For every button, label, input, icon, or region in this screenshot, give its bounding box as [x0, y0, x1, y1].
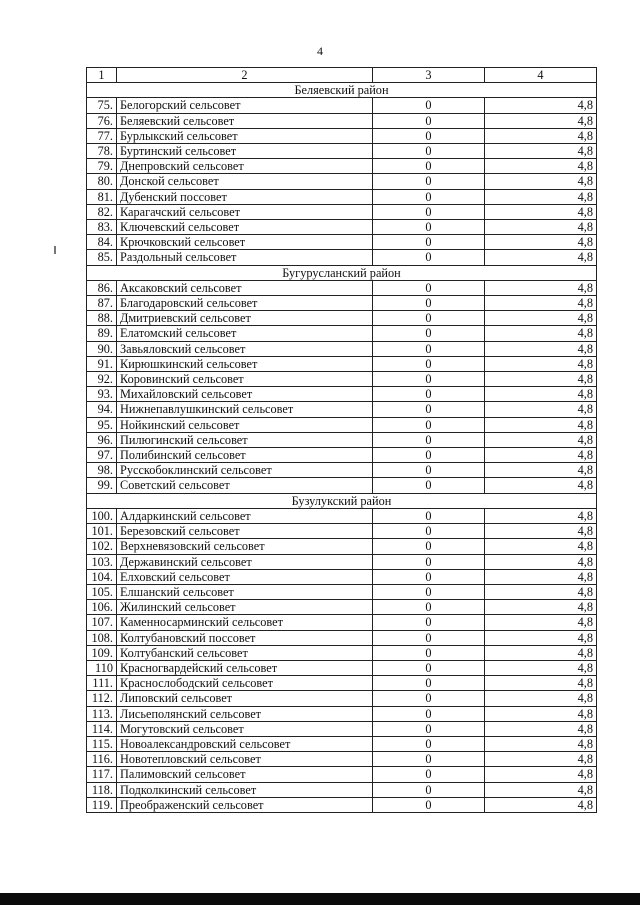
row-value-4: 4,8	[485, 539, 597, 554]
table-row	[87, 645, 597, 660]
row-value-3: 0	[373, 296, 485, 311]
row-value-4: 4,8	[485, 417, 597, 432]
table-row	[87, 782, 597, 797]
row-name: Михайловский сельсовет	[117, 387, 373, 402]
table-row	[87, 341, 597, 356]
table-row	[87, 402, 597, 417]
group-row	[87, 83, 597, 98]
row-name: Новоалександровский сельсовет	[117, 736, 373, 751]
row-name: Новотепловский сельсовет	[117, 752, 373, 767]
scan-border	[0, 893, 640, 905]
row-value-3: 0	[373, 189, 485, 204]
table-row	[87, 159, 597, 174]
row-value-4: 4,8	[485, 144, 597, 159]
row-name: Крючковский сельсовет	[117, 235, 373, 250]
row-name: Дмитриевский сельсовет	[117, 311, 373, 326]
row-value-3: 0	[373, 402, 485, 417]
table-row	[87, 478, 597, 493]
table-row	[87, 220, 597, 235]
table-row	[87, 660, 597, 675]
row-value-4: 4,8	[485, 706, 597, 721]
row-number: 85.	[87, 250, 117, 265]
row-value-3: 0	[373, 478, 485, 493]
row-value-3: 0	[373, 600, 485, 615]
row-value-3: 0	[373, 448, 485, 463]
row-number: 103.	[87, 554, 117, 569]
row-name: Днепровский сельсовет	[117, 159, 373, 174]
row-value-4: 4,8	[485, 615, 597, 630]
row-value-4: 4,8	[485, 432, 597, 447]
table-row	[87, 417, 597, 432]
row-value-3: 0	[373, 615, 485, 630]
row-value-4: 4,8	[485, 220, 597, 235]
table-row	[87, 250, 597, 265]
header-cell-2: 2	[117, 68, 373, 83]
table-row	[87, 432, 597, 447]
row-value-3: 0	[373, 432, 485, 447]
row-name: Завьяловский сельсовет	[117, 341, 373, 356]
table-row	[87, 630, 597, 645]
row-name: Нойкинский сельсовет	[117, 417, 373, 432]
page-number: 4	[317, 44, 323, 58]
row-name: Колтубанский сельсовет	[117, 645, 373, 660]
row-number: 108.	[87, 630, 117, 645]
row-number: 76.	[87, 113, 117, 128]
row-value-3: 0	[373, 691, 485, 706]
row-value-3: 0	[373, 554, 485, 569]
group-title: Бугурусланский район	[87, 265, 597, 280]
row-value-4: 4,8	[485, 736, 597, 751]
row-value-3: 0	[373, 250, 485, 265]
row-number: 81.	[87, 189, 117, 204]
row-name: Березовский сельсовет	[117, 524, 373, 539]
row-name: Карагачский сельсовет	[117, 204, 373, 219]
table-body	[87, 68, 597, 813]
header-cell-3: 3	[373, 68, 485, 83]
row-value-3: 0	[373, 280, 485, 295]
row-number: 90.	[87, 341, 117, 356]
table-row	[87, 600, 597, 615]
row-value-3: 0	[373, 645, 485, 660]
row-value-3: 0	[373, 539, 485, 554]
row-number: 87.	[87, 296, 117, 311]
table-row	[87, 584, 597, 599]
table-row	[87, 235, 597, 250]
row-name: Русскобоклинский сельсовет	[117, 463, 373, 478]
table-row	[87, 554, 597, 569]
data-table	[86, 67, 597, 813]
table-row	[87, 387, 597, 402]
row-value-3: 0	[373, 159, 485, 174]
table-row	[87, 736, 597, 751]
row-value-4: 4,8	[485, 372, 597, 387]
table-row	[87, 204, 597, 219]
table-row	[87, 615, 597, 630]
row-value-3: 0	[373, 98, 485, 113]
group-row	[87, 493, 597, 508]
scan-mark	[54, 246, 56, 254]
row-number: 88.	[87, 311, 117, 326]
row-number: 116.	[87, 752, 117, 767]
row-number: 97.	[87, 448, 117, 463]
row-value-3: 0	[373, 752, 485, 767]
table-row	[87, 448, 597, 463]
row-value-4: 4,8	[485, 326, 597, 341]
row-name: Ключевский сельсовет	[117, 220, 373, 235]
row-number: 110	[87, 660, 117, 675]
row-value-3: 0	[373, 235, 485, 250]
row-number: 93.	[87, 387, 117, 402]
row-value-4: 4,8	[485, 691, 597, 706]
row-value-3: 0	[373, 463, 485, 478]
table-row	[87, 98, 597, 113]
row-value-3: 0	[373, 797, 485, 812]
group-title: Беляевский район	[87, 83, 597, 98]
header-cell-4: 4	[485, 68, 597, 83]
row-number: 100.	[87, 508, 117, 523]
row-name: Коровинский сельсовет	[117, 372, 373, 387]
table-row	[87, 296, 597, 311]
table-row	[87, 372, 597, 387]
row-value-4: 4,8	[485, 159, 597, 174]
header-cell-1: 1	[87, 68, 117, 83]
table-row	[87, 174, 597, 189]
table-row	[87, 569, 597, 584]
row-value-3: 0	[373, 372, 485, 387]
row-value-3: 0	[373, 113, 485, 128]
row-number: 78.	[87, 144, 117, 159]
row-number: 96.	[87, 432, 117, 447]
row-value-4: 4,8	[485, 645, 597, 660]
row-value-4: 4,8	[485, 478, 597, 493]
row-number: 80.	[87, 174, 117, 189]
row-name: Красногвардейский сельсовет	[117, 660, 373, 675]
row-number: 107.	[87, 615, 117, 630]
row-name: Елатомский сельсовет	[117, 326, 373, 341]
table-row	[87, 539, 597, 554]
row-value-4: 4,8	[485, 189, 597, 204]
row-number: 106.	[87, 600, 117, 615]
row-number: 98.	[87, 463, 117, 478]
row-value-3: 0	[373, 569, 485, 584]
row-value-4: 4,8	[485, 387, 597, 402]
table-row	[87, 128, 597, 143]
row-value-4: 4,8	[485, 660, 597, 675]
row-name: Нижнепавлушкинский сельсовет	[117, 402, 373, 417]
row-value-4: 4,8	[485, 463, 597, 478]
table-row	[87, 326, 597, 341]
row-name: Жилинский сельсовет	[117, 600, 373, 615]
table-row	[87, 113, 597, 128]
row-name: Бурлыкский сельсовет	[117, 128, 373, 143]
row-value-4: 4,8	[485, 98, 597, 113]
row-number: 83.	[87, 220, 117, 235]
row-name: Дубенский поссовет	[117, 189, 373, 204]
row-value-3: 0	[373, 584, 485, 599]
row-name: Державинский сельсовет	[117, 554, 373, 569]
row-value-3: 0	[373, 220, 485, 235]
row-number: 94.	[87, 402, 117, 417]
header-row	[87, 68, 597, 83]
row-value-3: 0	[373, 326, 485, 341]
row-name: Палимовский сельсовет	[117, 767, 373, 782]
row-name: Пилюгинский сельсовет	[117, 432, 373, 447]
row-name: Подколкинский сельсовет	[117, 782, 373, 797]
row-number: 112.	[87, 691, 117, 706]
row-number: 117.	[87, 767, 117, 782]
table-row	[87, 508, 597, 523]
table-row	[87, 691, 597, 706]
row-value-4: 4,8	[485, 630, 597, 645]
row-value-4: 4,8	[485, 113, 597, 128]
row-number: 84.	[87, 235, 117, 250]
row-name: Буртинский сельсовет	[117, 144, 373, 159]
row-number: 77.	[87, 128, 117, 143]
table-row	[87, 144, 597, 159]
row-value-4: 4,8	[485, 782, 597, 797]
row-name: Полибинский сельсовет	[117, 448, 373, 463]
row-value-4: 4,8	[485, 448, 597, 463]
row-name: Липовский сельсовет	[117, 691, 373, 706]
table-row	[87, 767, 597, 782]
row-value-4: 4,8	[485, 584, 597, 599]
row-value-4: 4,8	[485, 296, 597, 311]
row-name: Белогорский сельсовет	[117, 98, 373, 113]
table-row	[87, 706, 597, 721]
row-value-4: 4,8	[485, 235, 597, 250]
row-value-4: 4,8	[485, 797, 597, 812]
table-row	[87, 752, 597, 767]
row-value-4: 4,8	[485, 356, 597, 371]
row-name: Верхневязовский сельсовет	[117, 539, 373, 554]
row-value-4: 4,8	[485, 721, 597, 736]
row-value-3: 0	[373, 144, 485, 159]
row-number: 75.	[87, 98, 117, 113]
row-value-3: 0	[373, 311, 485, 326]
row-value-3: 0	[373, 706, 485, 721]
row-value-4: 4,8	[485, 569, 597, 584]
row-number: 82.	[87, 204, 117, 219]
row-value-3: 0	[373, 630, 485, 645]
row-number: 105.	[87, 584, 117, 599]
group-row	[87, 265, 597, 280]
row-value-4: 4,8	[485, 508, 597, 523]
row-value-4: 4,8	[485, 767, 597, 782]
table-row	[87, 797, 597, 812]
row-value-3: 0	[373, 174, 485, 189]
row-name: Алдаркинский сельсовет	[117, 508, 373, 523]
row-value-4: 4,8	[485, 128, 597, 143]
row-value-3: 0	[373, 736, 485, 751]
row-value-4: 4,8	[485, 204, 597, 219]
row-number: 99.	[87, 478, 117, 493]
row-number: 101.	[87, 524, 117, 539]
table-row	[87, 280, 597, 295]
row-name: Донской сельсовет	[117, 174, 373, 189]
row-value-3: 0	[373, 508, 485, 523]
row-value-4: 4,8	[485, 600, 597, 615]
row-value-3: 0	[373, 767, 485, 782]
table-row	[87, 356, 597, 371]
row-name: Могутовский сельсовет	[117, 721, 373, 736]
row-name: Колтубановский поссовет	[117, 630, 373, 645]
row-value-4: 4,8	[485, 311, 597, 326]
row-number: 86.	[87, 280, 117, 295]
row-value-3: 0	[373, 204, 485, 219]
row-number: 89.	[87, 326, 117, 341]
row-value-4: 4,8	[485, 524, 597, 539]
row-number: 111.	[87, 676, 117, 691]
row-number: 119.	[87, 797, 117, 812]
row-name: Кирюшкинский сельсовет	[117, 356, 373, 371]
row-number: 115.	[87, 736, 117, 751]
row-name: Елшанский сельсовет	[117, 584, 373, 599]
row-value-3: 0	[373, 417, 485, 432]
table-row	[87, 311, 597, 326]
row-number: 118.	[87, 782, 117, 797]
row-number: 113.	[87, 706, 117, 721]
row-value-4: 4,8	[485, 676, 597, 691]
row-name: Раздольный сельсовет	[117, 250, 373, 265]
table-row	[87, 463, 597, 478]
row-value-3: 0	[373, 721, 485, 736]
row-value-4: 4,8	[485, 250, 597, 265]
row-number: 102.	[87, 539, 117, 554]
row-value-4: 4,8	[485, 174, 597, 189]
row-name: Преображенский сельсовет	[117, 797, 373, 812]
row-name: Краснослободский сельсовет	[117, 676, 373, 691]
row-name: Аксаковский сельсовет	[117, 280, 373, 295]
table-row	[87, 721, 597, 736]
row-value-4: 4,8	[485, 554, 597, 569]
row-value-4: 4,8	[485, 402, 597, 417]
row-value-3: 0	[373, 660, 485, 675]
row-value-3: 0	[373, 782, 485, 797]
row-number: 79.	[87, 159, 117, 174]
row-value-3: 0	[373, 128, 485, 143]
row-name: Каменносарминский сельсовет	[117, 615, 373, 630]
table-row	[87, 676, 597, 691]
table-row	[87, 189, 597, 204]
row-value-4: 4,8	[485, 280, 597, 295]
row-value-4: 4,8	[485, 752, 597, 767]
row-number: 114.	[87, 721, 117, 736]
row-name: Беляевский сельсовет	[117, 113, 373, 128]
row-name: Елховский сельсовет	[117, 569, 373, 584]
group-title: Бузулукский район	[87, 493, 597, 508]
row-number: 104.	[87, 569, 117, 584]
row-number: 91.	[87, 356, 117, 371]
table-row	[87, 524, 597, 539]
row-number: 92.	[87, 372, 117, 387]
row-value-3: 0	[373, 524, 485, 539]
row-name: Советский сельсовет	[117, 478, 373, 493]
row-value-3: 0	[373, 387, 485, 402]
row-name: Лисьеполянский сельсовет	[117, 706, 373, 721]
row-value-3: 0	[373, 356, 485, 371]
row-value-4: 4,8	[485, 341, 597, 356]
row-number: 109.	[87, 645, 117, 660]
row-number: 95.	[87, 417, 117, 432]
row-value-3: 0	[373, 341, 485, 356]
row-name: Благодаровский сельсовет	[117, 296, 373, 311]
row-value-3: 0	[373, 676, 485, 691]
